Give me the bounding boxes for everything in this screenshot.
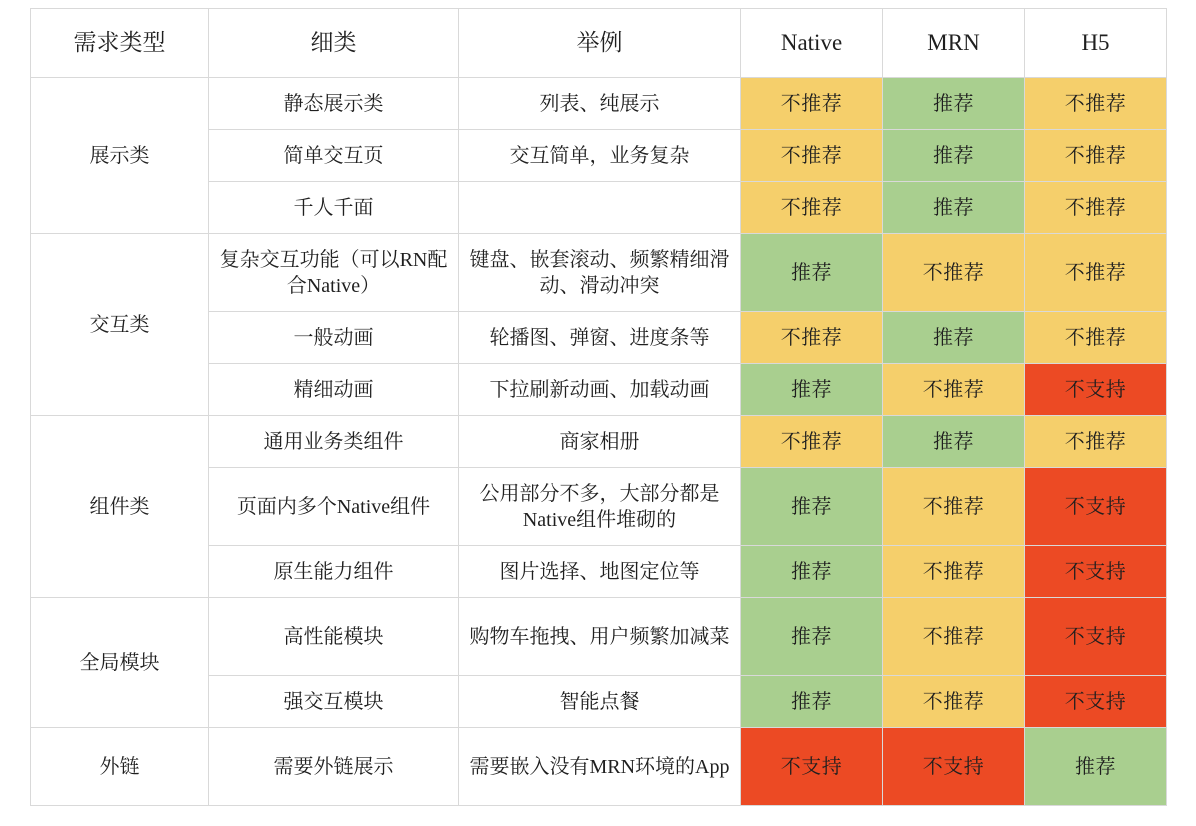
example-cell bbox=[459, 182, 741, 234]
subcategory-cell: 强交互模块 bbox=[209, 676, 459, 728]
header-cell-mrn: MRN bbox=[883, 9, 1025, 78]
example-cell: 列表、纯展示 bbox=[459, 78, 741, 130]
mrn-verdict-cell: 不推荐 bbox=[883, 468, 1025, 546]
native-verdict-cell: 不支持 bbox=[741, 728, 883, 806]
mrn-verdict-cell: 推荐 bbox=[883, 130, 1025, 182]
tech-selection-matrix bbox=[30, 8, 1167, 806]
h5-verdict-cell: 不推荐 bbox=[1025, 312, 1167, 364]
example-cell: 交互简单，业务复杂 bbox=[459, 130, 741, 182]
native-verdict-cell: 推荐 bbox=[741, 598, 883, 676]
header-cell-h5: H5 bbox=[1025, 9, 1167, 78]
header-cell-requirement-type: 需求类型 bbox=[31, 9, 209, 78]
h5-verdict-cell: 不推荐 bbox=[1025, 78, 1167, 130]
table-row bbox=[31, 598, 1167, 676]
native-verdict-cell: 推荐 bbox=[741, 676, 883, 728]
mrn-verdict-cell: 不推荐 bbox=[883, 676, 1025, 728]
category-cell: 外链 bbox=[31, 728, 209, 806]
mrn-verdict-cell: 不推荐 bbox=[883, 598, 1025, 676]
native-verdict-cell: 推荐 bbox=[741, 546, 883, 598]
mrn-verdict-cell: 推荐 bbox=[883, 416, 1025, 468]
subcategory-cell: 页面内多个Native组件 bbox=[209, 468, 459, 546]
h5-verdict-cell: 不支持 bbox=[1025, 676, 1167, 728]
subcategory-cell: 一般动画 bbox=[209, 312, 459, 364]
subcategory-cell: 高性能模块 bbox=[209, 598, 459, 676]
table-header bbox=[31, 9, 1167, 78]
document-canvas bbox=[0, 8, 1196, 826]
mrn-verdict-cell: 不推荐 bbox=[883, 364, 1025, 416]
h5-verdict-cell: 不推荐 bbox=[1025, 416, 1167, 468]
example-cell: 智能点餐 bbox=[459, 676, 741, 728]
subcategory-cell: 原生能力组件 bbox=[209, 546, 459, 598]
mrn-verdict-cell: 推荐 bbox=[883, 78, 1025, 130]
h5-verdict-cell: 不推荐 bbox=[1025, 234, 1167, 312]
h5-verdict-cell: 不推荐 bbox=[1025, 182, 1167, 234]
subcategory-cell: 复杂交互功能（可以RN配合Native） bbox=[209, 234, 459, 312]
mrn-verdict-cell: 不支持 bbox=[883, 728, 1025, 806]
subcategory-cell: 千人千面 bbox=[209, 182, 459, 234]
h5-verdict-cell: 不支持 bbox=[1025, 364, 1167, 416]
example-cell: 公用部分不多，大部分都是Native组件堆砌的 bbox=[459, 468, 741, 546]
category-cell: 交互类 bbox=[31, 234, 209, 416]
header-cell-native: Native bbox=[741, 9, 883, 78]
h5-verdict-cell: 不支持 bbox=[1025, 598, 1167, 676]
example-cell: 商家相册 bbox=[459, 416, 741, 468]
native-verdict-cell: 不推荐 bbox=[741, 182, 883, 234]
example-cell: 需要嵌入没有MRN环境的App bbox=[459, 728, 741, 806]
subcategory-cell: 通用业务类组件 bbox=[209, 416, 459, 468]
h5-verdict-cell: 不推荐 bbox=[1025, 130, 1167, 182]
category-cell: 组件类 bbox=[31, 416, 209, 598]
mrn-verdict-cell: 不推荐 bbox=[883, 234, 1025, 312]
table-row bbox=[31, 416, 1167, 468]
subcategory-cell: 静态展示类 bbox=[209, 78, 459, 130]
example-cell: 轮播图、弹窗、进度条等 bbox=[459, 312, 741, 364]
native-verdict-cell: 不推荐 bbox=[741, 78, 883, 130]
example-cell: 下拉刷新动画、加载动画 bbox=[459, 364, 741, 416]
native-verdict-cell: 不推荐 bbox=[741, 312, 883, 364]
table-row bbox=[31, 78, 1167, 130]
native-verdict-cell: 推荐 bbox=[741, 364, 883, 416]
mrn-verdict-cell: 推荐 bbox=[883, 182, 1025, 234]
table-body bbox=[31, 78, 1167, 806]
subcategory-cell: 需要外链展示 bbox=[209, 728, 459, 806]
mrn-verdict-cell: 推荐 bbox=[883, 312, 1025, 364]
h5-verdict-cell: 不支持 bbox=[1025, 546, 1167, 598]
h5-verdict-cell: 推荐 bbox=[1025, 728, 1167, 806]
table-row bbox=[31, 234, 1167, 312]
table-row bbox=[31, 728, 1167, 806]
native-verdict-cell: 推荐 bbox=[741, 468, 883, 546]
example-cell: 图片选择、地图定位等 bbox=[459, 546, 741, 598]
example-cell: 购物车拖拽、用户频繁加减菜 bbox=[459, 598, 741, 676]
header-cell-example: 举例 bbox=[459, 9, 741, 78]
h5-verdict-cell: 不支持 bbox=[1025, 468, 1167, 546]
category-cell: 展示类 bbox=[31, 78, 209, 234]
mrn-verdict-cell: 不推荐 bbox=[883, 546, 1025, 598]
subcategory-cell: 简单交互页 bbox=[209, 130, 459, 182]
category-cell: 全局模块 bbox=[31, 598, 209, 728]
subcategory-cell: 精细动画 bbox=[209, 364, 459, 416]
native-verdict-cell: 不推荐 bbox=[741, 130, 883, 182]
native-verdict-cell: 不推荐 bbox=[741, 416, 883, 468]
example-cell: 键盘、嵌套滚动、频繁精细滑动、滑动冲突 bbox=[459, 234, 741, 312]
header-cell-subcategory: 细类 bbox=[209, 9, 459, 78]
header-row bbox=[31, 9, 1167, 78]
native-verdict-cell: 推荐 bbox=[741, 234, 883, 312]
